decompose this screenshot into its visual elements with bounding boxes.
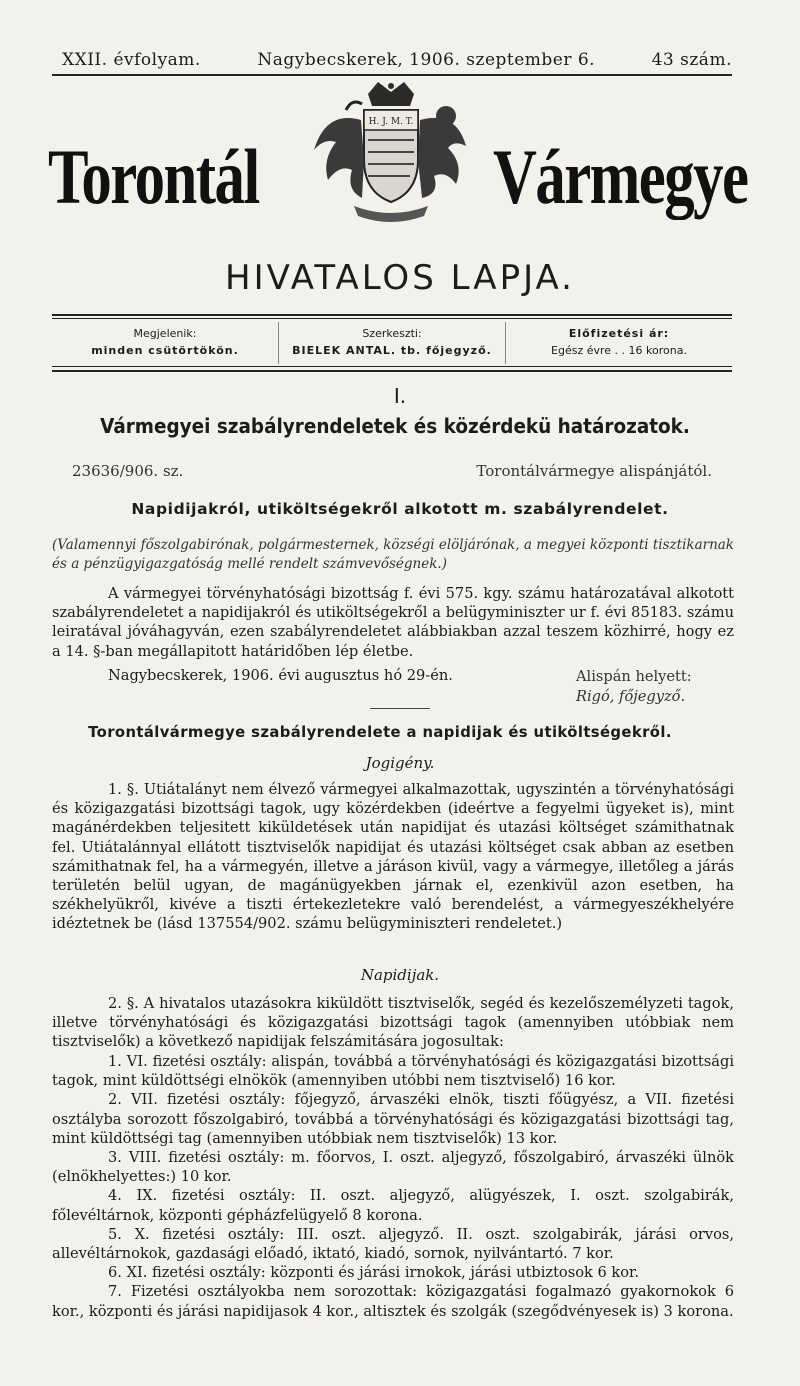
decree-addressees: (Valamennyi főszolgabirónak, polgármesternek, községi elöljárónak, a megyei központi tisztikarnak és a pénzügyigazgatóság mellé rendelt számvevőségnek.) <box>52 537 734 572</box>
decree-body: A vármegyei törvényhatósági bizottság f. évi 575. kgy. számu határozatával alkotott szabályrendeletet a napidijakról és utiköltségekről a belügyminiszter ur f. évi 85183. számu leiratával jóváhagyván, ezen szabályrendeletet alábbiakban azzal teszem közhirré, hogy ez a 14. §-ban megállapitott határidőben lép életbe. <box>52 585 734 660</box>
separator-rule <box>370 708 430 709</box>
subheading-napidijak: Napidijak. <box>360 966 440 984</box>
rate-item: 5. X. fizetési osztály: III. oszt. aljegyző. II. oszt. szolgabirák, járási orvos, allevéltárnokok, gazdasági előadó, iktató, kiadó, sornok, nyilvántartó. 7 kor. <box>52 1225 734 1263</box>
masthead-left-word: Torontál <box>48 133 259 220</box>
signature-line-1: Alispán helyett: <box>576 668 692 685</box>
schedule-value: minden csütörtökön. <box>91 344 239 357</box>
rate-list <box>52 1052 734 1321</box>
masthead <box>48 117 748 250</box>
decree-heading: Napidijakról, utiköltségekről alkotott m. szabályrendelet. <box>131 500 669 518</box>
paragraph-1: 1. §. Utiátalányt nem élvező vármegyei alkalmazottak, ugyszintén a törvényhatósági és közigazgatási bizottsági tagok, ugy közérdekben (ideértve a fegyelmi ügyeket is), mint magánérdekben teljesitett kiküldetések után napidijat és utazási költséget számithatnak fel. Utiátalánnyal ellátott tisztviselők napidijat és utazási költséget csak abban az esetben számithatnak fel, ha a vármegyén, illetve a járáson kivül, vagy a vármegye, illetőleg a járás területén belül ugyan, de magánügyekben járnak el, ezenkivül azon esetben, ha székhelyükről, kivéve a tiszti értekezletekre való berendelést, a vármegyeszékhelyére idéztetnek be (lásd 137554/902. számu belügyminiszteri rendeletet.) <box>52 781 734 933</box>
rate-item: 2. VII. fizetési osztály: főjegyző, árvaszéki elnök, tiszti főügyész, a VII. fizetési osztályba sorozott főszolgabiró, továbbá a törvényhatósági és közigazgatási bizottsági tag, mint küldöttségi tag (amennyiben utóbbiak nem tisztviselők) 13 kor. <box>52 1091 734 1147</box>
reference-number: 23636/906. sz. <box>72 462 184 480</box>
section-number: I. <box>393 384 407 408</box>
coat-of-arms-icon <box>306 80 476 230</box>
issue-header <box>62 50 732 70</box>
place-date-label: Nagybecskerek, 1906. szeptember 6. <box>257 50 596 70</box>
rules-heading: Torontálvármegye szabályrendelete a napidijak és utiköltségekről. <box>88 724 672 741</box>
subheading-jogigeny: Jogigény. <box>365 754 435 772</box>
publication-schedule <box>52 322 278 364</box>
editor-info <box>278 322 505 364</box>
rate-item: 1. VI. fizetési osztály: alispán, továbbá a törvényhatósági és közigazgatási bizottsági tagok, mint küldöttségi elnökök (amennyiben utóbbi nem tisztviselő) 16 kor. <box>52 1053 734 1090</box>
section-title: Vármegyei szabályrendeletek és közérdekü határozatok. <box>100 414 690 438</box>
editor-label: Szerkeszti: <box>362 327 422 340</box>
signature-line-2: Rigó, főjegyző. <box>576 688 686 705</box>
reference-line <box>72 462 712 480</box>
editor-value: BIELEK ANTAL. tb. főjegyző. <box>292 344 492 357</box>
masthead-right-word: Vármegye <box>493 133 748 220</box>
issue-label: 43 szám. <box>651 50 732 70</box>
volume-label: XXII. évfolyam. <box>62 50 201 70</box>
info-bar <box>52 322 732 364</box>
masthead-subtitle: HIVATALOS LAPJA. <box>225 258 575 298</box>
rate-item: 6. XI. fizetési osztály: központi és járási irnokok, járási utbiztosok 6 kor. <box>108 1264 640 1282</box>
decree-place-date: Nagybecskerek, 1906. évi augusztus hó 29-én. <box>108 667 453 684</box>
rate-item: 3. VIII. fizetési osztály: m. főorvos, I. oszt. aljegyző, főszolgabiró, árvaszéki ülnök (elnökhelyettes:) 10 kor. <box>52 1149 734 1186</box>
subscription-label: Előfizetési ár: <box>568 327 670 340</box>
header-rule <box>52 74 732 76</box>
crest-text: H. J. M. T. <box>368 117 414 127</box>
info-top-rule <box>52 314 732 316</box>
paragraph-2: 2. §. A hivatalos utazásokra kiküldött tisztviselők, segéd és kezelőszemélyzeti tagok, illetve törvényhatósági és közigazgatási bizottsági tagok (amennyiben utóbbiak nem tisztviselők) a következő napidijak felszámitására jogosultak: <box>52 995 734 1051</box>
info-bottom-rule-thin <box>52 366 732 367</box>
info-bottom-rule <box>52 370 732 372</box>
schedule-label: Megjelenik: <box>133 327 197 340</box>
reference-origin: Torontálvármegye alispánjától. <box>476 462 712 480</box>
rate-item: 4. IX. fizetési osztály: II. oszt. aljegyző, alügyészek, I. oszt. szolgabirák, főlevéltárnok, központi gépházfelügyelő 8 korona. <box>52 1187 734 1224</box>
rate-item: 7. Fizetési osztályokba nem sorozottak: közigazgatási fogalmazó gyakornokok 6 kor., központi és járási napidijasok 4 kor., altisztek és szolgák (szegődvényesek is) 3 korona. <box>52 1283 734 1320</box>
info-top-rule-thin <box>52 318 732 319</box>
subscription-info <box>505 322 732 364</box>
subscription-value: Egész évre . . 16 korona. <box>551 344 687 357</box>
decree-signature <box>576 667 692 707</box>
